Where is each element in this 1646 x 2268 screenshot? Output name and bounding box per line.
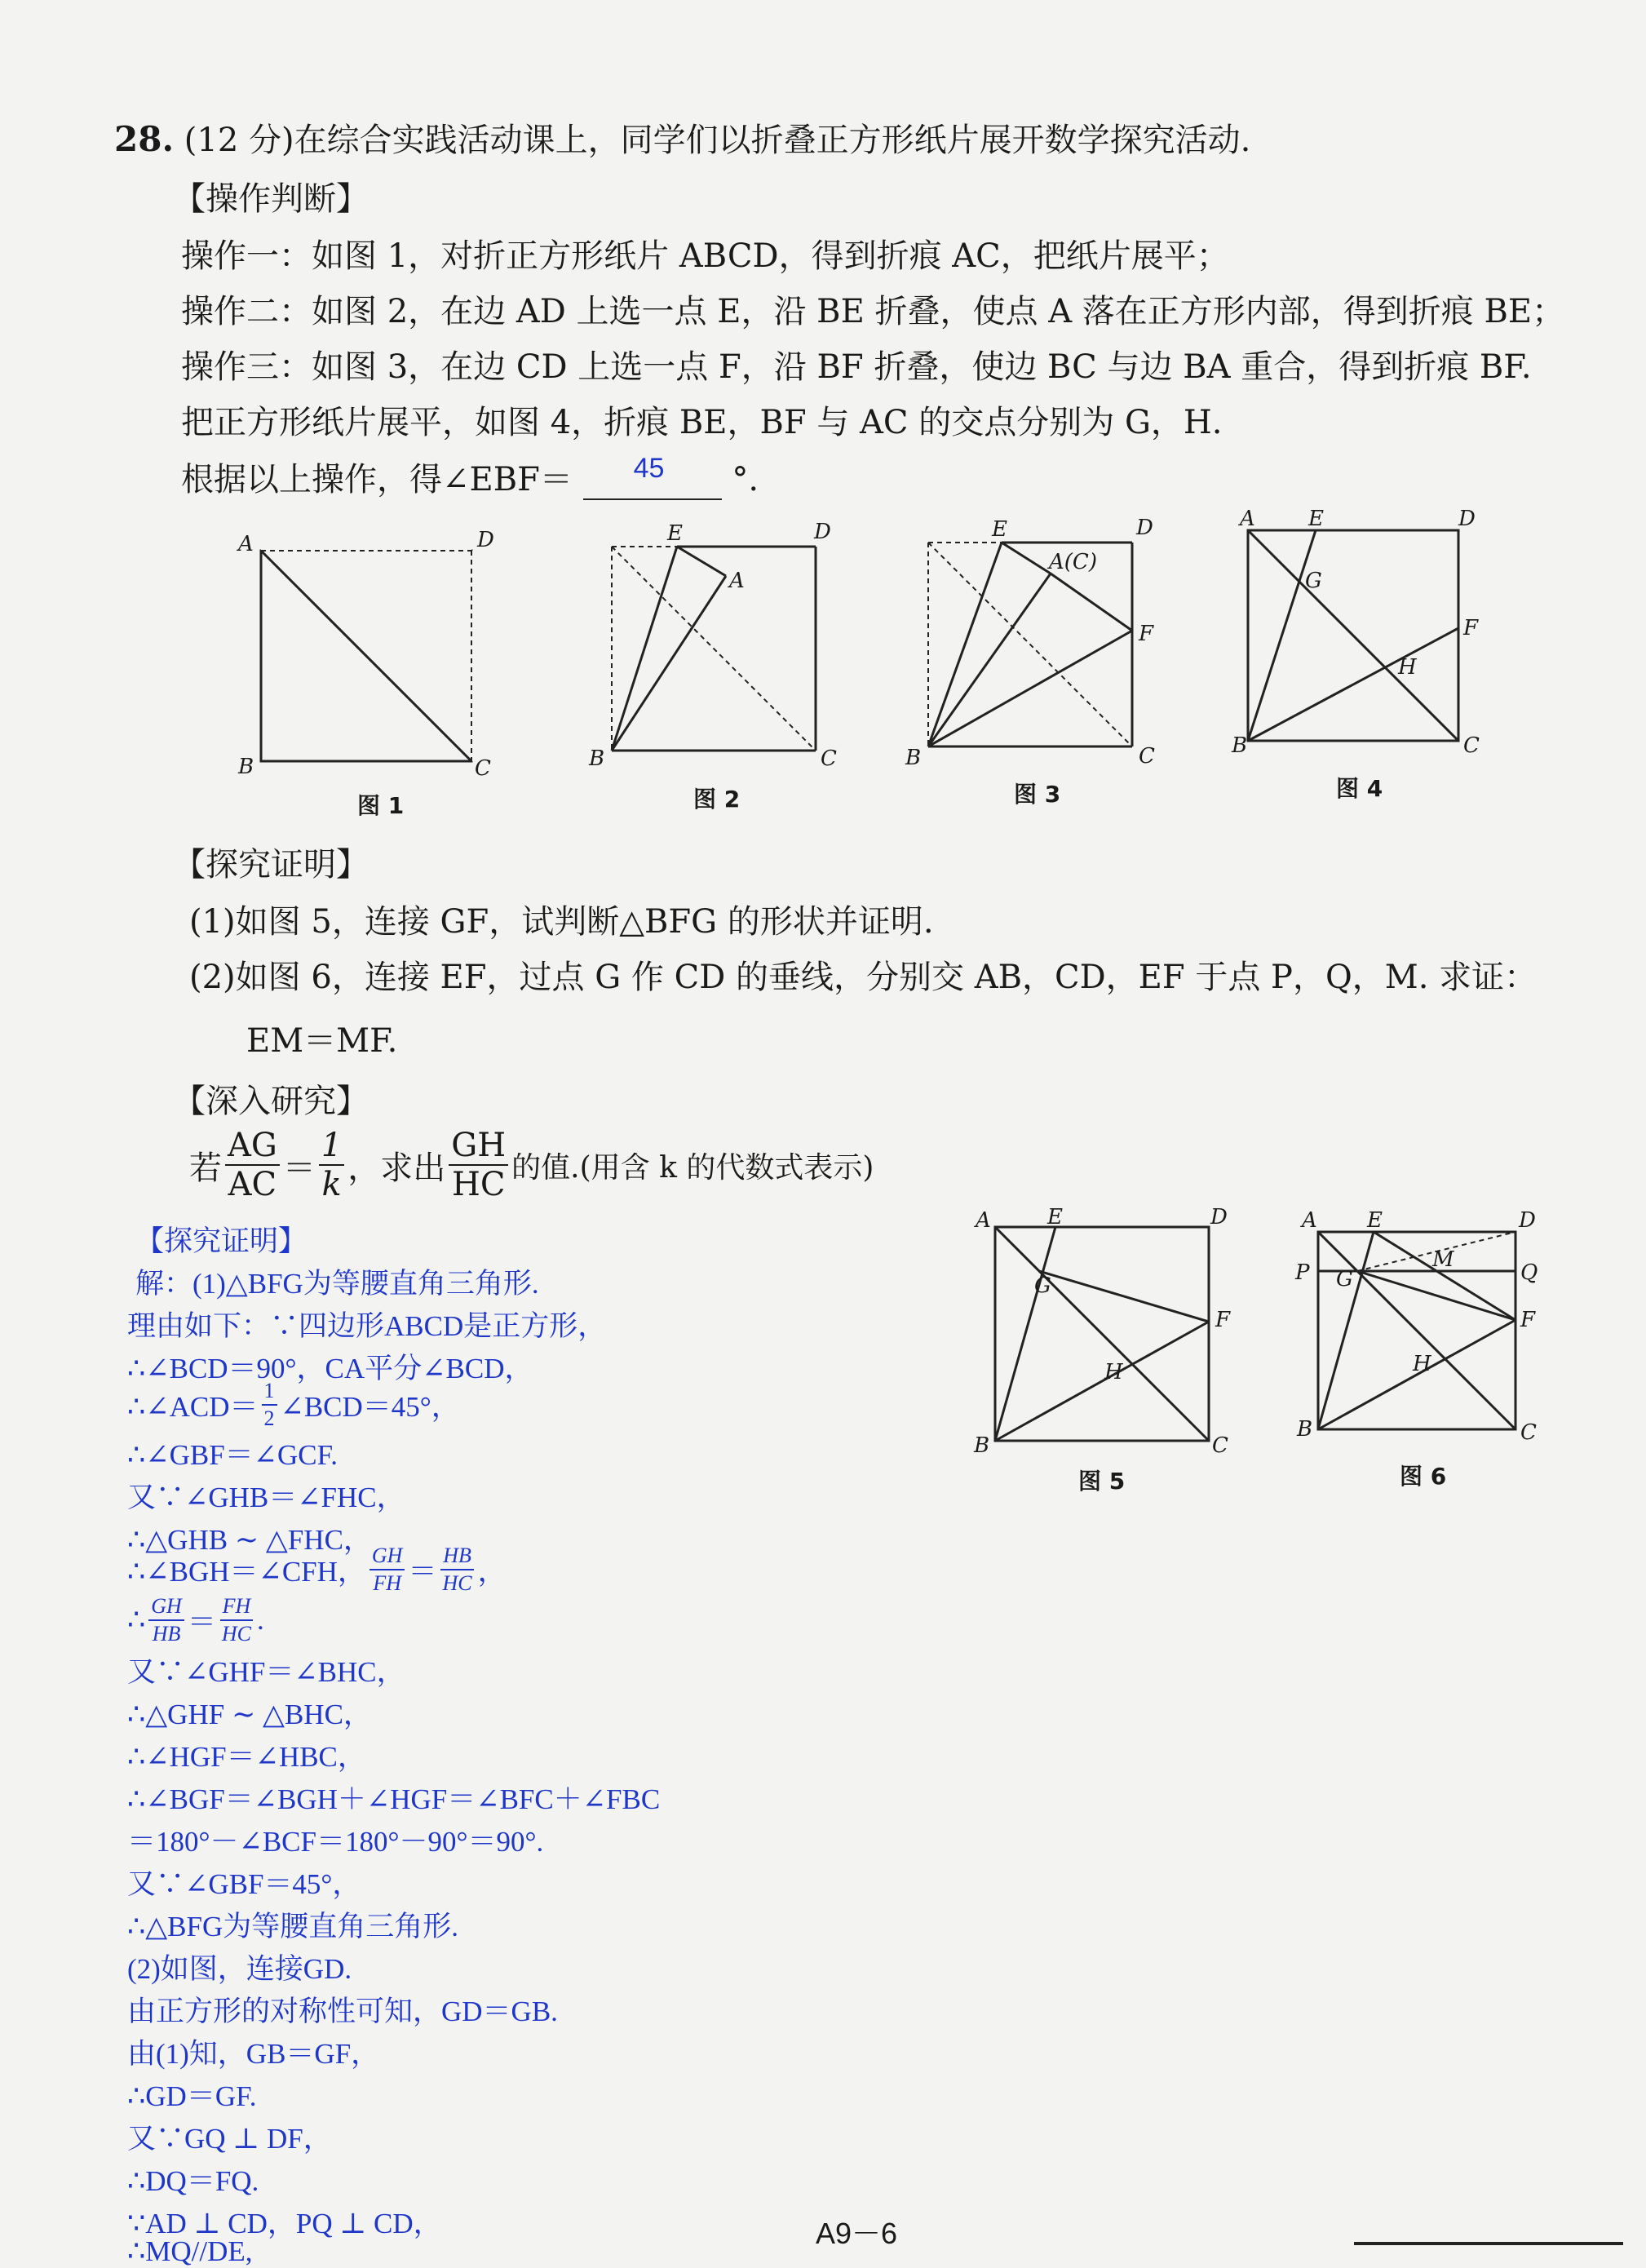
frac-den: HB xyxy=(152,1622,181,1646)
solution-line: 理由如下：∵四边形ABCD是正方形， xyxy=(127,1310,607,1342)
fig4-label-d: D xyxy=(1458,507,1476,531)
figure-5-caption: 图 5 xyxy=(1078,1468,1126,1495)
fig5-label-f: F xyxy=(1215,1308,1231,1332)
frac-den: AC xyxy=(228,1166,277,1203)
part-1: (1)如图 5，连接 GF，试判断△BFG 的形状并证明. xyxy=(189,903,934,941)
figure-3 xyxy=(904,518,1173,787)
fraction-gh-fh xyxy=(369,1545,405,1594)
solution-line xyxy=(127,1596,264,1645)
solution-text: . xyxy=(256,1604,264,1636)
section-deep: 【深入研究】 xyxy=(173,1083,369,1120)
solution-line: ∴∠BCD＝90°，CA平分∠BCD， xyxy=(127,1353,533,1384)
fig6-label-e: E xyxy=(1367,1208,1383,1233)
angle-suffix: °. xyxy=(732,461,759,498)
frac-num: GH xyxy=(449,1129,508,1166)
solution-line: 解：(1)△BFG为等腰直角三角形. xyxy=(135,1268,539,1300)
solution-line: 由正方形的对称性可知，GD＝GB. xyxy=(127,1996,558,2027)
solution-line: 又∵GQ ⊥ DF， xyxy=(127,2123,332,2155)
solution-line: ∴△GHB ∼ △FHC， xyxy=(127,1524,372,1556)
solution-line: ＝180°－∠BCF＝180°－90°＝90°. xyxy=(127,1826,544,1858)
figure-6 xyxy=(1289,1207,1558,1460)
figure-5 xyxy=(971,1207,1240,1477)
solution-text: ∴∠BGH＝∠CFH， xyxy=(127,1556,366,1588)
figure-6-caption: 图 6 xyxy=(1400,1463,1447,1490)
figure-4-caption: 图 4 xyxy=(1336,775,1383,802)
fraction-gh-hc xyxy=(449,1129,508,1201)
question-intro: (12 分)在综合实践活动课上，同学们以折叠正方形纸片展开数学探究活动. xyxy=(184,122,1251,159)
fig4-label-g: G xyxy=(1305,569,1322,593)
fraction-fh-hc xyxy=(219,1596,254,1645)
operation-4: 把正方形纸片展平，如图 4，折痕 BE，BF 与 AC 的交点分别为 G，H. xyxy=(181,404,1223,441)
fig1-label-c: C xyxy=(475,756,491,781)
solution-line xyxy=(127,1380,460,1429)
solution-line xyxy=(127,1545,507,1594)
solution-line: ∴∠HGF＝∠HBC， xyxy=(127,1741,366,1773)
fraction-half xyxy=(262,1380,277,1429)
fig5-label-c: C xyxy=(1212,1433,1228,1458)
solution-line: ∴△BFG为等腰直角三角形. xyxy=(127,1911,459,1942)
solution-line: 由(1)知，GB＝GF， xyxy=(127,2038,380,2070)
section-operation: 【操作判断】 xyxy=(173,180,369,218)
fig1-label-b: B xyxy=(238,755,254,779)
frac-num: 1 xyxy=(319,1129,344,1166)
fig5-label-d: D xyxy=(1210,1207,1228,1229)
fig5-label-b: B xyxy=(974,1433,990,1458)
solution-text: ∴∠ACD＝ xyxy=(127,1391,259,1423)
frac-num: FH xyxy=(220,1596,254,1621)
frac-den: 2 xyxy=(263,1406,275,1430)
solution-line: 又∵∠GHF＝∠BHC， xyxy=(127,1656,405,1688)
fig5-label-a: A xyxy=(976,1208,991,1233)
fig2-label-a: A xyxy=(729,569,745,593)
fig3-label-ac: A(C) xyxy=(1049,550,1097,574)
deep-suffix: 的值.(用含 k 的代数式表示) xyxy=(511,1150,874,1185)
fig3-label-d: D xyxy=(1136,518,1153,540)
fraction-gh-hb xyxy=(148,1596,184,1645)
fig5-label-h: H xyxy=(1104,1360,1123,1384)
fraction-ag-ac xyxy=(225,1129,280,1201)
figure-1 xyxy=(228,522,514,791)
fraction-1-k xyxy=(319,1129,344,1201)
frac-den: k xyxy=(321,1166,342,1203)
deep-eq: ＝ xyxy=(282,1149,316,1187)
deep-mid: ，求出 xyxy=(347,1149,446,1187)
fig5-label-g: G xyxy=(1034,1274,1051,1298)
frac-den: FH xyxy=(373,1571,402,1595)
frac-num: GH xyxy=(148,1596,184,1621)
solution-line: ∴MQ//DE, xyxy=(127,2235,253,2267)
frac-num: HB xyxy=(440,1545,474,1570)
fig3-label-b: B xyxy=(905,746,922,770)
fig6-label-d: D xyxy=(1519,1208,1536,1233)
fig3-label-c: C xyxy=(1139,744,1155,769)
solution-line: (2)如图，连接GD. xyxy=(127,1953,352,1985)
operation-2: 操作二：如图 2，在边 AD 上选一点 E，沿 BE 折叠，使点 A 落在正方形内部，得到折痕 BE； xyxy=(181,293,1565,330)
operation-1: 操作一：如图 1，对折正方形纸片 ABCD，得到折痕 AC，把纸片展平； xyxy=(181,237,1229,275)
frac-den: HC xyxy=(451,1166,506,1203)
fig6-label-c: C xyxy=(1520,1420,1537,1445)
page-number: A9－6 xyxy=(816,2217,898,2250)
frac-den: HC xyxy=(221,1622,251,1646)
frac-num: AG xyxy=(225,1129,280,1166)
fig2-label-d: D xyxy=(814,522,831,544)
fig1-label-d: D xyxy=(477,528,494,552)
fig4-label-b: B xyxy=(1232,733,1248,758)
section-proof: 【探究证明】 xyxy=(173,846,369,884)
angle-prefix: 根据以上操作，得∠EBF＝ xyxy=(181,461,573,498)
solution-header: 【探究证明】 xyxy=(135,1225,308,1257)
fraction-hb-hc xyxy=(440,1545,474,1594)
fig3-label-e: E xyxy=(992,518,1007,542)
fig6-label-a: A xyxy=(1302,1208,1317,1233)
fig2-label-e: E xyxy=(667,522,683,546)
fig4-label-h: H xyxy=(1398,655,1417,680)
solution-line: ∴∠GBF＝∠GCF. xyxy=(127,1439,338,1471)
fig2-label-b: B xyxy=(589,746,605,771)
part-2: (2)如图 6，连接 EF，过点 G 作 CD 的垂线，分别交 AB，CD，EF 于点 P，Q，M. 求证： xyxy=(189,959,1538,996)
solution-text: ∠BCD＝45°， xyxy=(280,1391,460,1423)
answer-blank xyxy=(583,453,722,500)
frac-num: 1 xyxy=(262,1380,277,1406)
angle-question xyxy=(181,454,759,500)
fig6-label-g: G xyxy=(1336,1267,1353,1291)
frac-den: HC xyxy=(442,1571,472,1595)
figure-2-caption: 图 2 xyxy=(693,786,741,813)
figure-2 xyxy=(587,522,856,791)
fig4-label-f: F xyxy=(1463,616,1479,640)
solution-line: 又∵∠GBF＝45°， xyxy=(127,1868,361,1900)
fig6-label-p: P xyxy=(1295,1260,1310,1285)
solution-text: ∴ xyxy=(127,1604,146,1636)
figure-1-caption: 图 1 xyxy=(357,792,405,819)
fig1-label-a: A xyxy=(238,532,254,556)
question-number: 28. xyxy=(114,119,175,159)
operation-3: 操作三：如图 3，在边 CD 上选一点 F，沿 BF 折叠，使边 BC 与边 BA 重合，得到折痕 BF. xyxy=(181,348,1532,386)
fig6-label-m: M xyxy=(1432,1247,1454,1272)
solution-line: ∴△GHF ∼ △BHC， xyxy=(127,1699,372,1730)
figure-3-caption: 图 3 xyxy=(1014,781,1061,808)
solution-text: ＝ xyxy=(408,1556,437,1588)
footer-rule xyxy=(1354,2242,1623,2245)
deep-prefix: 若 xyxy=(189,1149,222,1187)
fig4-label-a: A xyxy=(1240,507,1255,531)
figure-4 xyxy=(1223,506,1493,775)
solution-line: ∴GD＝GF. xyxy=(127,2080,257,2112)
solution-line: ∴∠BGF＝∠BGH＋∠HGF＝∠BFC＋∠FBC xyxy=(127,1783,661,1815)
fig6-label-h: H xyxy=(1413,1352,1431,1376)
solution-line: ∴DQ＝FQ. xyxy=(127,2165,259,2197)
fig5-label-e: E xyxy=(1047,1207,1063,1229)
fig4-label-e: E xyxy=(1308,507,1324,531)
solution-line: ∵AD ⊥ CD，PQ ⊥ CD， xyxy=(127,2208,442,2239)
question-header xyxy=(114,114,1250,161)
solution-line: 又∵∠GHB＝∠FHC， xyxy=(127,1482,405,1513)
fig3-label-f: F xyxy=(1139,622,1154,646)
solution-text: ＝ xyxy=(187,1606,216,1638)
fig6-label-b: B xyxy=(1297,1417,1313,1442)
angle-answer: 45 xyxy=(633,453,665,484)
part-2-continued: EM＝MF. xyxy=(246,1022,398,1060)
fig6-label-f: F xyxy=(1520,1308,1536,1332)
frac-num: GH xyxy=(369,1545,405,1570)
fig2-label-c: C xyxy=(821,746,837,771)
fig4-label-c: C xyxy=(1463,733,1480,758)
deep-question xyxy=(189,1129,874,1201)
solution-text: ， xyxy=(477,1556,507,1588)
fig6-label-q: Q xyxy=(1520,1260,1538,1285)
